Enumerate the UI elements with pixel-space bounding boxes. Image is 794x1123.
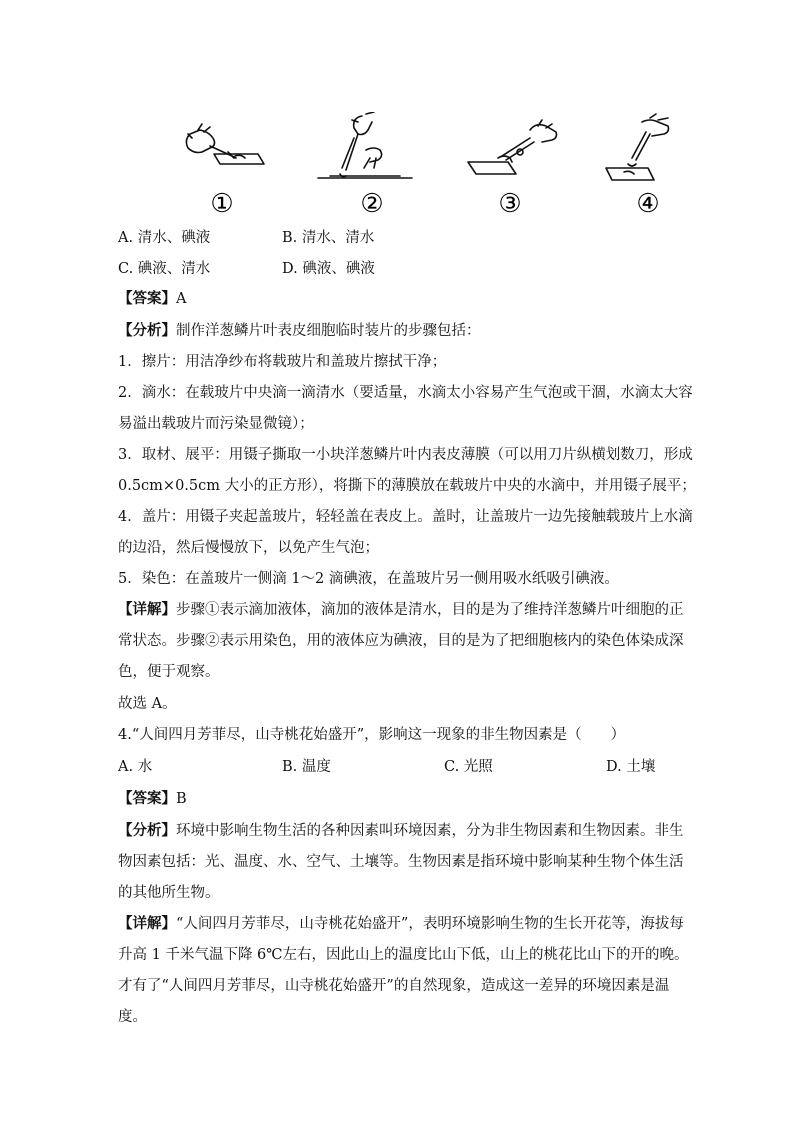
detail-line: 升高 1 千米气温下降 6℃左右，因此山上的温度比山下低，山上的桃花比山下的开的晚。	[118, 947, 689, 963]
analysis-intro: 制作洋葱鳞片叶表皮细胞临时装片的步骤包括：	[176, 323, 481, 339]
q4-analysis	[118, 821, 684, 841]
q4-answer	[118, 789, 187, 809]
q4-stem: 4.“人间四月芳菲尽，山寺桃花始盛开”，影响这一现象的非生物因素是（ ）	[118, 727, 626, 743]
q3-option-a[interactable]	[118, 228, 210, 248]
q3-option-c[interactable]	[118, 259, 210, 279]
option-text: 土壤	[626, 759, 656, 775]
analysis-line: 环境中影响生物生活的各种因素叫环境因素，分为非生物因素和生物因素。非生	[176, 823, 684, 839]
detail-line: 步骤①表示滴加液体，滴加的液体是清水，目的是为了维持洋葱鳞片叶细胞的正	[176, 602, 684, 618]
option-letter: A.	[118, 759, 134, 775]
analysis-tag: 【分析】	[118, 822, 176, 839]
step-line: 4．盖片：用镊子夹起盖玻片，轻轻盖在表皮上。盖时，让盖玻片一边先接触载玻片上水滴	[118, 509, 693, 525]
detail-line: 色，便于观察。	[118, 664, 220, 680]
detail-line: “人间四月芳菲尽，山寺桃花始盛开”，表明环境影响生物的生长开花等，海拔每	[176, 916, 684, 932]
detail-tag: 【详解】	[118, 915, 176, 932]
analysis-line: 物因素包括：光、温度、水、空气、土壤等。生物因素是指环境中影响某种生物个体生活	[118, 854, 684, 870]
option-text: 温度	[301, 759, 331, 775]
step-line: 3．取材、展平：用镊子撕取一小块洋葱鳞片叶内表皮薄膜（可以用刀片纵横划数刀，形成	[118, 447, 693, 463]
option-letter: D.	[282, 261, 298, 277]
option-text: 碘液、清水	[137, 261, 211, 277]
experiment-steps-figure	[180, 112, 680, 222]
step-label-1: ①	[210, 189, 234, 219]
option-letter: D.	[606, 759, 622, 775]
detail-line: 才有了“人间四月芳菲尽，山寺桃花始盛开”的自然现象，造成这一差异的环境因素是温	[118, 978, 670, 994]
option-text: 碘液、碘液	[302, 261, 375, 277]
option-letter: C.	[118, 261, 134, 277]
tweezers-on-slide-icon	[468, 120, 557, 174]
steps-illustration	[180, 112, 680, 222]
option-letter: B.	[282, 230, 298, 246]
answer-value: A	[176, 291, 187, 307]
q3-option-d[interactable]	[282, 259, 375, 279]
step-line: 易溢出载玻片而污染显微镜）；	[118, 416, 314, 432]
detail-tag: 【详解】	[118, 601, 176, 618]
q4-option-a[interactable]	[118, 757, 152, 777]
step-line: 0.5cm×0.5cm 大小的正方形），将撕下的薄膜放在载玻片中央的水滴中，并用镊子展平；	[118, 478, 696, 494]
step-line: 1．擦片：用洁净纱布将载玻片和盖玻片擦拭干净；	[118, 354, 447, 370]
analysis-tag: 【分析】	[118, 322, 176, 339]
dropper-on-slide-icon	[186, 124, 264, 164]
q4-detail	[118, 914, 684, 934]
q3-conclusion: 故选 A。	[118, 696, 177, 712]
option-text: 水	[137, 759, 153, 775]
option-letter: A.	[118, 230, 134, 246]
step-line: 5．染色：在盖玻片一侧滴 1～2 滴碘液，在盖玻片另一侧用吸水纸吸引碘液。	[118, 571, 619, 587]
step-line: 2．滴水：在载玻片中央滴一滴清水（要适量，水滴太小容易产生气泡或干涸，水滴太大容	[118, 385, 693, 401]
step-label-2: ②	[360, 189, 384, 219]
q4-option-c[interactable]	[444, 757, 493, 777]
option-letter: B.	[282, 759, 298, 775]
option-text: 清水、清水	[301, 230, 375, 246]
step-label-3: ③	[498, 189, 522, 219]
option-letter: C.	[444, 759, 460, 775]
q4-option-d[interactable]	[606, 757, 655, 777]
step-label-4: ④	[636, 189, 660, 219]
answer-tag: 【答案】	[118, 790, 176, 807]
analysis-line: 的其他所生物。	[118, 885, 220, 901]
option-text: 光照	[463, 759, 493, 775]
answer-value: B	[176, 791, 187, 807]
q3-analysis	[118, 321, 481, 341]
q3-detail	[118, 600, 684, 620]
q3-answer	[118, 289, 186, 309]
step-line: 的边沿，然后慢慢放下，以免产生气泡；	[118, 540, 379, 556]
dropper-on-slide-icon	[606, 114, 669, 180]
q4-option-b[interactable]	[282, 757, 331, 777]
hand-with-needle-icon	[318, 112, 412, 178]
q3-option-b[interactable]	[282, 228, 374, 248]
answer-tag: 【答案】	[118, 290, 176, 307]
detail-line: 常状态。步骤②表示用染色，用的液体应为碘液，目的是为了把细胞核内的染色体染成深	[118, 633, 684, 649]
option-text: 清水、碘液	[137, 230, 211, 246]
detail-line: 度。	[118, 1009, 147, 1025]
